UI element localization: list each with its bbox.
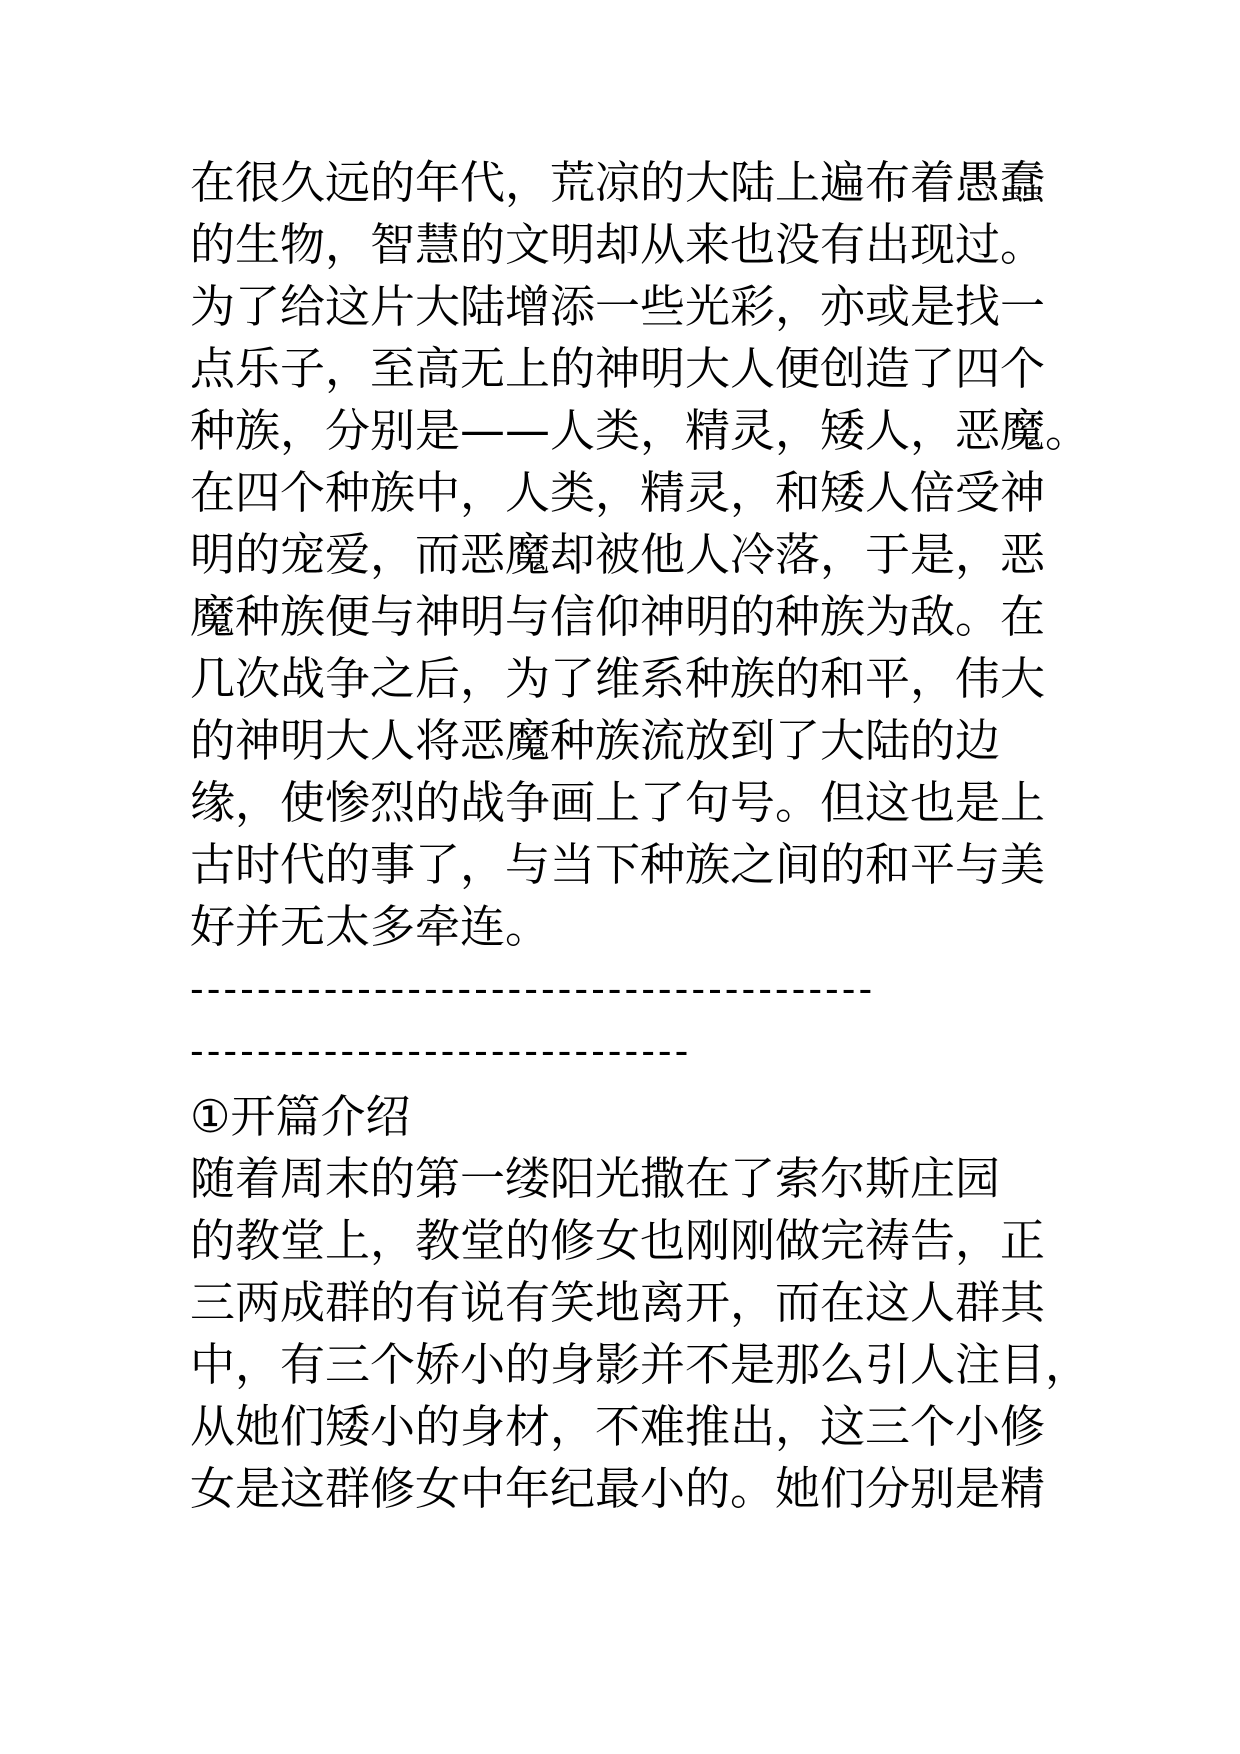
separator [190,958,1070,1082]
text-line: 明的宠爱，而恶魔却被他人冷落，于是，恶 [190,528,1046,581]
text-line: 在很久远的年代，荒凉的大陆上遍布着愚蠢 [190,156,1046,209]
separator-line: ------------------------------ [190,1029,692,1073]
text-line: 好并无太多牵连。 [190,900,551,953]
text-line: 种族，分别是——人类，精灵，矮人，恶魔。 [190,404,1091,457]
text-line: 几次战争之后，为了维系种族的和平，伟大 [190,652,1046,705]
text-line: 为了给这片大陆增添一些光彩，亦或是找一 [190,280,1046,333]
text-line: 古时代的事了，与当下种族之间的和平与美 [190,838,1046,891]
text-line: 的神明大人将恶魔种族流放到了大陆的边 [190,714,1001,767]
intro-paragraph [190,152,1091,958]
text-line: 的教堂上，教堂的修女也刚刚做完祷告，正 [190,1214,1046,1267]
text-line: 点乐子，至高无上的神明大人便创造了四个 [190,342,1046,395]
chapter-paragraph [190,1148,1091,1520]
text-line: 在四个种族中，人类，精灵，和矮人倍受神 [190,466,1046,519]
text-line: 从她们矮小的身材，不难推出，这三个小修 [190,1400,1046,1453]
text-line: 魔种族便与神明与信仰神明的种族为敌。在 [190,590,1046,643]
separator-line: ----------------------------------------- [190,967,876,1011]
text-line: 缘，使惨烈的战争画上了句号。但这也是上 [190,776,1046,829]
chapter-heading: ①开篇介绍 [190,1090,411,1143]
text-line: 女是这群修女中年纪最小的。她们分别是精 [190,1462,1046,1515]
document-page [190,152,1091,1520]
text-line: 中，有三个娇小的身影并不是那么引人注目， [190,1338,1091,1391]
text-line: 随着周末的第一缕阳光撒在了索尔斯庄园 [190,1152,1001,1205]
text-line: 三两成群的有说有笑地离开，而在这人群其 [190,1276,1046,1329]
text-line: 的生物，智慧的文明却从来也没有出现过。 [190,218,1046,271]
